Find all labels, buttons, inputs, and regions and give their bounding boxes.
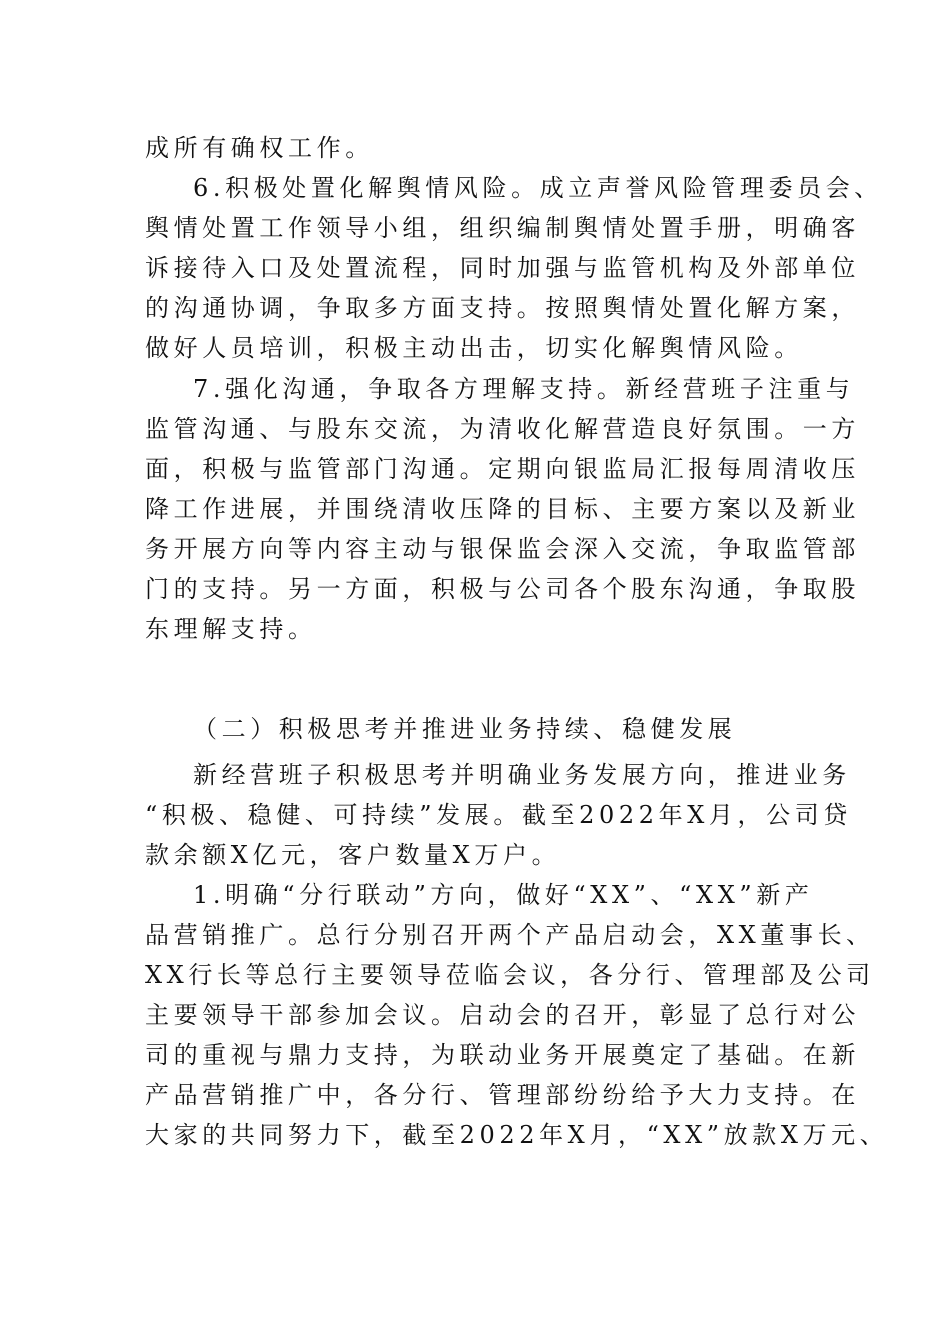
paragraph-1-start: 1.明确“分行联动”方向，做好“XX”、“XX”新产 (193, 881, 814, 909)
text-line: 的沟通协调，争取多方面支持。按照舆情处置化解方案， (145, 294, 860, 322)
text-line: 东理解支持。 (145, 615, 317, 643)
text-line: “积极、稳健、可持续”发展。截至2022年X月，公司贷 (145, 801, 852, 829)
text-line: 门的支持。另一方面，积极与公司各个股东沟通，争取股 (145, 575, 860, 603)
text-line: 诉接待入口及处置流程，同时加强与监管机构及外部单位 (145, 254, 860, 282)
text-line: 做好人员培训，积极主动出击，切实化解舆情风险。 (145, 334, 803, 362)
paragraph-7-start: 7.强化沟通，争取各方理解支持。新经营班子注重与 (193, 375, 855, 403)
text-line: 务开展方向等内容主动与银保监会深入交流，争取监管部 (145, 535, 860, 563)
text-line: XX行长等总行主要领导莅临会议，各分行、管理部及公司 (145, 961, 875, 989)
text-line: 大家的共同努力下，截至2022年X月，“XX”放款X万元、 (145, 1121, 889, 1149)
section-intro-start: 新经营班子积极思考并明确业务发展方向，推进业务 (193, 761, 851, 789)
text-line: 舆情处置工作领导小组，组织编制舆情处置手册，明确客 (145, 214, 860, 242)
section-heading: （二）积极思考并推进业务持续、稳健发展 (193, 715, 737, 743)
text-line: 款余额X亿元，客户数量X万户。 (145, 841, 561, 869)
text-line: 面，积极与监管部门沟通。定期向银监局汇报每周清收压 (145, 455, 860, 483)
text-line: 品营销推广。总行分别召开两个产品启动会，XX董事长、 (145, 921, 875, 949)
text-line: 司的重视与鼎力支持，为联动业务开展奠定了基础。在新 (145, 1041, 860, 1069)
text-line: 成所有确权工作。 (145, 134, 374, 162)
text-line: 降工作进展，并围绕清收压降的目标、主要方案以及新业 (145, 495, 860, 523)
text-line: 主要领导干部参加会议。启动会的召开，彰显了总行对公 (145, 1001, 860, 1029)
text-line: 监管沟通、与股东交流，为清收化解营造良好氛围。一方 (145, 415, 860, 443)
text-line: 产品营销推广中，各分行、管理部纷纷给予大力支持。在 (145, 1081, 860, 1109)
paragraph-6-start: 6.积极处置化解舆情风险。成立声誉风险管理委员会、 (193, 174, 883, 202)
